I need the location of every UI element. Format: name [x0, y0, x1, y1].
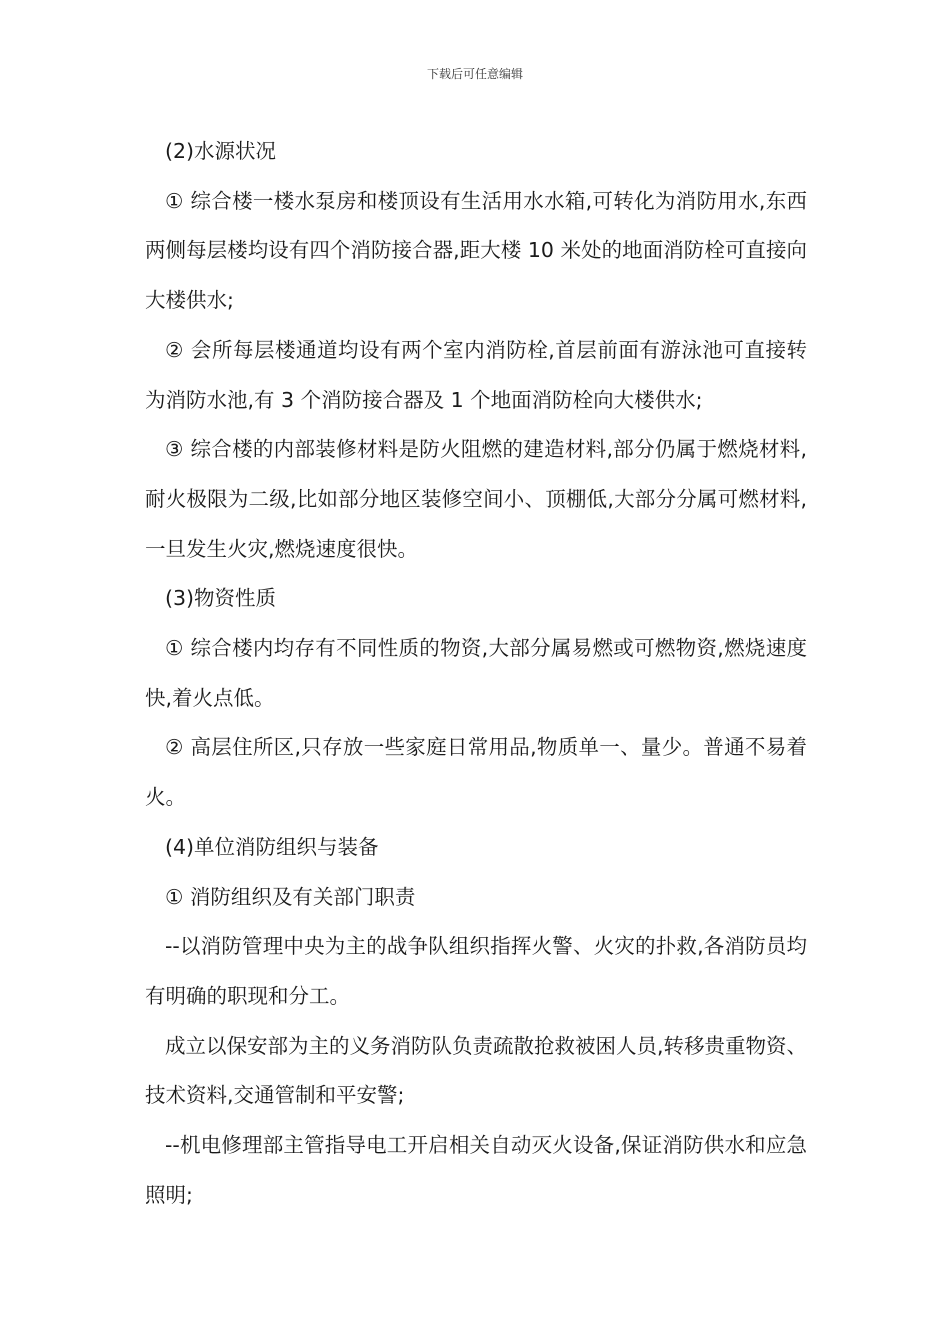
paragraph-material-2: ② 高层住所区,只存放一些家庭日常用品,物质单一、量少。普通不易着火。 [145, 735, 807, 810]
heading-fire-organization: (4)单位消防组织与装备 [165, 834, 379, 859]
heading-material-nature: (3)物资性质 [165, 586, 277, 611]
page-header: 下载后可任意编辑 [426, 67, 523, 81]
document-body [145, 127, 807, 1220]
paragraph-duty-1: --以消防管理中央为主的战争队组织指挥火警、火灾的扑救,各消防员均有明确的职现和分工。 [145, 934, 807, 1008]
subheading-duties: ① 消防组织及有关部门职责 [165, 884, 416, 909]
paragraph-material-1: ① 综合楼内均存有不同性质的物资,大部分属易燃或可燃物资,燃烧速度快,着火点低。 [145, 636, 807, 710]
paragraph-duty-3: --机电修理部主管指导电工开启相关自动灭火设备,保证消防供水和应急照明; [145, 1133, 807, 1207]
paragraph-water-2: ② 会所每层楼通道均设有两个室内消防栓,首层前面有游泳池可直接转为消防水池,有 3 个消防接合器及 1 个地面消防栓向大楼供水; [145, 337, 807, 412]
paragraph-water-3: ③ 综合楼的内部装修材料是防火阻燃的建造材料,部分仍属于燃烧材料,耐火极限为二级,比如部分地区装修空间小、顶棚低,大部分分属可燃材料,一旦发生火灾,燃烧速度很快。 [145, 437, 807, 561]
heading-water-source: (2)水源状况 [165, 139, 277, 163]
paragraph-water-1: ① 综合楼一楼水泵房和楼顶设有生活用水水箱,可转化为消防用水,东西两侧每层楼均设有四个消防接合器,距大楼 10 米处的地面消防栓可直接向大楼供水; [145, 188, 807, 313]
paragraph-duty-2: 成立以保安部为主的义务消防队负责疏散抢救被困人员,转移贵重物资、技术资料,交通管制和平安警; [145, 1033, 808, 1108]
